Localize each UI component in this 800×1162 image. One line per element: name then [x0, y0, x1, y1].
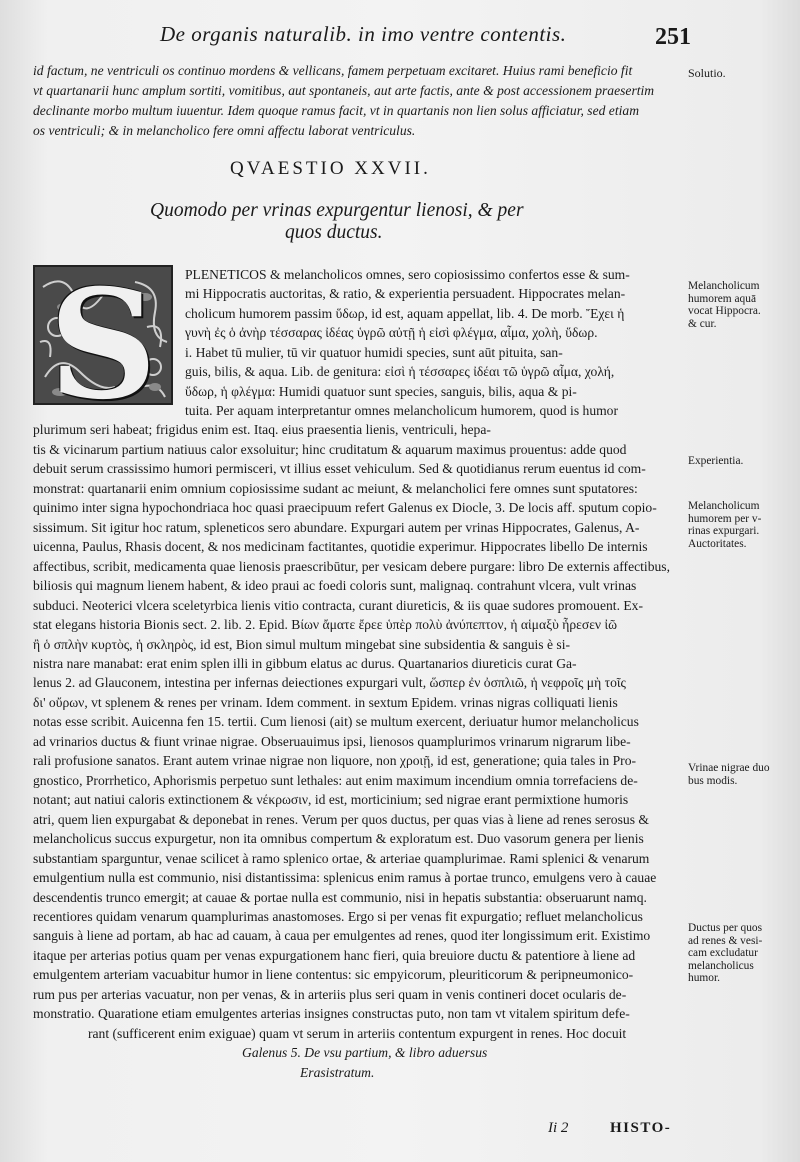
text-line: lenus 2. ad Glauconem, intestina per infernas deiectiones expurgari vult, ὥσπερ ἐν ὀσπλιῶ, ἡ νεφροῖς μὴ τοῖς	[33, 675, 626, 690]
margin-note-melancholicum-aqua: Melancholicum humorem aquā vocat Hippocra. & cur.	[688, 280, 761, 330]
text-line: monstratio. Quaratione etiam emulgentes arterias insignes constructas puto, non tam vt vitalem spiritum defe-	[33, 1006, 630, 1021]
margin-note-solutio: Solutio.	[688, 66, 726, 80]
text-line: sanguis à liene ad portam, ab hac ad cauam, à caua per emulgentes ad renes, quod iter longissimum erit. Existimo	[33, 928, 651, 943]
text-line: emulgentem arteriam vacuabitur humor in liene contentus: sic empyicorum, pleuriticorum & peripneumonico-	[33, 967, 634, 982]
text-line: notant; aut natiui caloris extinctionem & νέκρωσιν, id est, morticinium; sed nigrae erant permixtione humoris	[33, 792, 629, 807]
text-line: PLENETICOS & melancholicos omnes, sero copiosissimo confertos esse & sum-	[185, 267, 630, 282]
text-line: sissimum. Sit igitur hoc ratum, spleneticos sero abundare. Expurgari autem per vrinas Hippocrates, Galenus, A-	[33, 520, 640, 535]
text-line: os ventriculi; & in melancholico fere omni affectu laborat ventriculus.	[33, 123, 416, 138]
text-line: stat elegans historia Bionis sect. 2. lib. 2. Epid. Βίων ἄματε ἔρεε ὑπὲρ πολὺ ἀνύπεπτον, ἡ αἱμαξὺ ἦρεσεν ἰῶ	[33, 617, 618, 632]
margin-note-experientia: Experientia.	[688, 455, 744, 467]
text-line: Erasistratum.	[300, 1065, 375, 1080]
text-line: δι' οὔρων, vt splenem & renes per vrinam. Idem comment. in sextum Epidem. vrinas nigras colliquati lienis	[33, 695, 618, 710]
text-line: γυνὴ ἐς ὁ ἀνὴρ τέσσαρας ἰδέας ὑγρῶ αὐτῇ ἡ εἰσὶ φλέγμα, αἷμα, χολὴ, ὕδωρ.	[185, 325, 598, 340]
text-line: atri, quem lien expurgabat & deponebat in renes. Verum per quos ductus, per quas vias à liene ad renes serosus &	[33, 812, 649, 827]
text-line: uicenna, Paulus, Rhasis docent, & nos medicinam factitantes, quotidie experimur. Hippocrates libello De internis	[33, 539, 648, 554]
text-line: Galenus 5. De vsu partium, & libro aduersus	[242, 1045, 488, 1060]
running-head: De organis naturalib. in imo ventre contentis.	[160, 22, 567, 46]
text-line: i. Habet tū mulier, tū vir quatuor humidi species, sunt aūt pituita, san-	[185, 345, 563, 360]
text-line: subduci. Neoterici vlcera sceletyrbica lienis vitio contracta, curant diureticis, & iis quae sudores promouent. Ex-	[33, 598, 644, 613]
signature-mark: Ii 2	[548, 1120, 569, 1136]
text-line: rum pus per arterias vacuatur, non per venas, & in arteriis plus seri quam in venis contineri docet ocularis de-	[33, 987, 627, 1002]
text-line: mi Hippocratis auctoritas, & ratio, & experientia persuadent. Hippocrates melan-	[185, 286, 626, 301]
text-line: tuita. Per aquam interpretantur omnes melancholicum humorem, quod is humor	[185, 403, 619, 418]
text-line: descendentis trunco emergit; at cauae & portae nulla est communio, nisi in hepatis substantia: obseruarunt namq.	[33, 890, 647, 905]
text-line: ad vrinarios ductus & fiunt vrinae nigrae. Obseruauimus ipsi, lienosos quamplurimos vrinarum nigrarum libe-	[33, 734, 631, 749]
text-line: substantiam sparguntur, venae scilicet à ramo splenico ortae, & arteriae quamplurimae. Rami splenici & venarum	[33, 851, 650, 866]
text-line: notas esse scribit. Auicenna fen 15. tertii. Cum lienosi (ait) se multum exercent, deriuatur humor melancholicus	[33, 714, 639, 729]
text-line: declinante morbo multum iuuentur. Idem quoque ramus facit, vt in quartanis non lien solus afficiatur, sed etiam	[33, 103, 640, 118]
text-line: emulgentium nulla est communio, nisi distantissima: splenicus enim ramus à portae trunco, emulgens vero à cauae	[33, 870, 657, 885]
text-line: plurimum seri habeat; frigidus enim est. Itaq. eius praesentia lienis, ventriculi, hepa-	[33, 422, 491, 437]
text-line: quinimo inter signa hypochondriaca hoc quasi praecipuum refert Galenus ex Diocle, 3. De locis aff. sputum copio-	[33, 500, 657, 515]
text-line: ἢ ὁ σπλὴν κυρτὸς, ἡ σκληρὸς, id est, Bion simul multum mingebat sine subsidentia & sanguis è si-	[33, 637, 570, 652]
text-line: monstrat: quartanarii enim omnium copiosissime sudant ac meiunt, & melancholici fere omnes sunt sputatores:	[33, 481, 638, 496]
text-line: rali profusione sanatos. Erant autem vrinae nigrae non liquore, non χροιῇ, id est, generatione; quia tales in Pro-	[33, 753, 637, 768]
quaestio-heading: QVAESTIO XXVII.	[230, 158, 431, 179]
text-line: vt quartanarii hunc amplum sortiti, vomitibus, aut spontaneis, aut arte factis, ante & post accessionem praesertim	[33, 83, 655, 98]
section-title-line-1: Quomodo per vrinas expurgentur lienosi, & per	[150, 200, 524, 221]
text-line: gnostico, Prorrhetico, Aphorismis perpetuo sunt lethales: aut enim maximum incendium omnia torrefaciens de-	[33, 773, 638, 788]
text-line: recentiores quidam venarum quamplurimas anastomoses. Ergo si per venas fit expurgatio; refluet melancholicus	[33, 909, 643, 924]
text-line: itaque per arterias potius quam per venas expurgationem hanc fieri, quia breuiore ductu & patentiore à liene ad	[33, 948, 636, 963]
text-line: rant (sufficerent enim exiguae) quam vt serum in arteriis contentum expurgent in renes. Hoc docuit	[88, 1026, 627, 1041]
text-line: tis & vicinarum partium natiuus calor exsoluitur; hinc cruditatum & aquarum maximus prouentus: adde quod	[33, 442, 627, 457]
text-line: affectibus, scribit, medicamenta quae lienosis praescribūtur, per vesicam debere purgare: libro De externis affectibus,	[33, 559, 670, 574]
text-line: cholicum humorem passim ὕδωρ, id est, aquam appellat, lib. 4. De morb. Ἔχει ἡ	[185, 306, 625, 321]
margin-note-auctoritates: Melancholicum humorem per v- rinas expurgari. Auctoritates.	[688, 500, 762, 550]
text-line: nistra nare manabat: erat enim splen illi in gibbum elatus ac durus. Quartanarios diureticis curat Ga-	[33, 656, 577, 671]
page-number: 251	[655, 24, 691, 50]
text-line: biliosis qui magnum lienem habent, & ideo praui ac foedi coloris sunt, malignaq. contrahunt vlcera, vult vrinas	[33, 578, 637, 593]
section-title-line-2: quos ductus.	[285, 222, 383, 243]
margin-note-ductus: Ductus per quos ad renes & vesi- cam excludatur melancholicus humor.	[688, 922, 763, 984]
text-line: guis, bilis, & aqua. Lib. de genitura: εἰσὶ ἡ τέσσαρες ἰδέαι τῶ ὑγρῶ αἷμα, χολή,	[185, 364, 615, 379]
text-line: ὕδωρ, ἡ φλέγμα: Humidi quatuor sunt species, sanguis, bilis, aqua & pi-	[185, 384, 577, 399]
text-line: id factum, ne ventriculi os continuo mordens & vellicans, famem perpetuam excitaret. Huius rami beneficio fit	[33, 63, 633, 78]
drop-cap-letter: S	[48, 265, 158, 405]
catchword: HISTO-	[610, 1120, 672, 1136]
ornamental-drop-cap	[33, 265, 173, 405]
margin-note-vrinae-nigrae: Vrinae nigrae duo bus modis.	[688, 762, 770, 787]
text-line: debuit serum crassissimo humori permisceri, vt illius esset vehiculum. Sed & quotidianus rerum euentus id com-	[33, 461, 646, 476]
text-line: melancholicus succus expurgetur, non ita omnibus compertum & exploratum est. Duo vasorum genera per lienis	[33, 831, 644, 846]
